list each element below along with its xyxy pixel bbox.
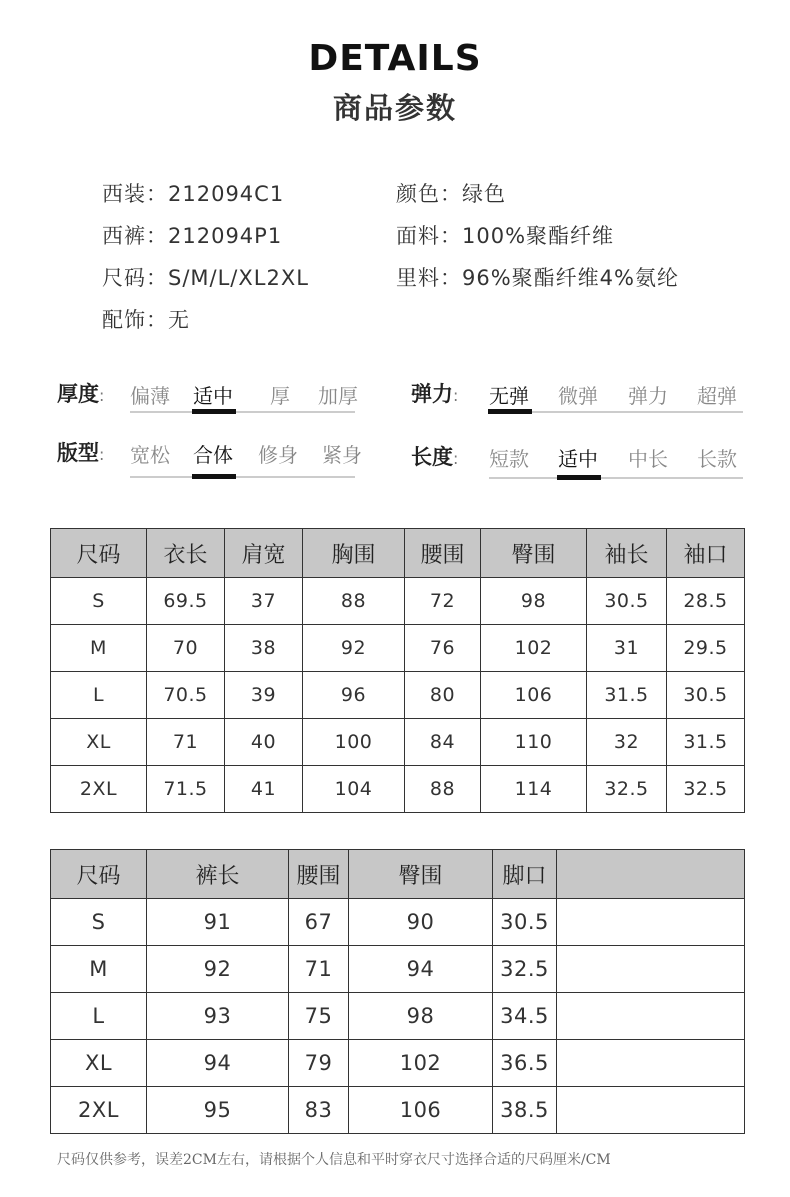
table-cell: 34.5 <box>493 993 557 1040</box>
column-header: 臀围 <box>481 529 587 578</box>
elasticity-option: 超弹 <box>697 384 737 408</box>
table-cell: 94 <box>147 1040 289 1087</box>
table-cell: 79 <box>289 1040 349 1087</box>
color: 颜色：绿色 <box>396 182 506 206</box>
table-cell: 32.5 <box>587 766 667 813</box>
thickness-option: 偏薄 <box>130 384 170 408</box>
table-cell: 114 <box>481 766 587 813</box>
column-header: 腰围 <box>289 850 349 899</box>
elasticity-selected-indicator <box>488 409 532 414</box>
table-cell: 30.5 <box>667 672 745 719</box>
table-row <box>51 578 745 625</box>
table-cell: 40 <box>225 719 303 766</box>
table-cell: XL <box>51 1040 147 1087</box>
fabric: 面料：100%聚酯纤维 <box>396 224 615 248</box>
length-option-selected: 适中 <box>558 447 598 471</box>
column-header: 腰围 <box>405 529 481 578</box>
table-cell: 106 <box>349 1087 493 1134</box>
length-selected-indicator <box>557 475 601 480</box>
column-header: 肩宽 <box>225 529 303 578</box>
fit-option: 紧身 <box>322 443 362 467</box>
thickness-option-selected: 适中 <box>193 384 233 408</box>
table-cell: 38 <box>225 625 303 672</box>
table-cell: 94 <box>349 946 493 993</box>
thickness-selected-indicator <box>192 409 236 414</box>
table-header-row <box>51 850 745 899</box>
table-cell: 102 <box>349 1040 493 1087</box>
table-cell: 92 <box>303 625 405 672</box>
table-cell: M <box>51 946 147 993</box>
fit-label <box>57 437 104 467</box>
table-cell: 36.5 <box>493 1040 557 1087</box>
table-cell: 32.5 <box>667 766 745 813</box>
fit-option-selected: 合体 <box>193 443 233 467</box>
table-cell: 38.5 <box>493 1087 557 1134</box>
table-row <box>51 625 745 672</box>
table-cell: 39 <box>225 672 303 719</box>
table-cell: L <box>51 672 147 719</box>
table-cell: 95 <box>147 1087 289 1134</box>
lining: 里料：96%聚酯纤维4%氨纶 <box>396 266 679 290</box>
table-cell: 92 <box>147 946 289 993</box>
table-cell: 98 <box>481 578 587 625</box>
pants-code: 西裤：212094P1 <box>102 224 283 248</box>
table-cell: 76 <box>405 625 481 672</box>
table-cell: 96 <box>303 672 405 719</box>
jacket-size-table <box>50 528 745 813</box>
table-cell: 2XL <box>51 1087 147 1134</box>
page-title-en: DETAILS <box>308 38 482 79</box>
fit-scale-track <box>130 476 355 478</box>
column-header: 胸围 <box>303 529 405 578</box>
elasticity-label-colon: : <box>453 386 459 405</box>
column-header: 衣长 <box>147 529 225 578</box>
column-header: 尺码 <box>51 850 147 899</box>
table-row <box>51 993 745 1040</box>
fit-selected-indicator <box>192 474 236 479</box>
length-option: 中长 <box>628 447 668 471</box>
table-cell <box>557 1040 745 1087</box>
table-cell: S <box>51 899 147 946</box>
table-row <box>51 719 745 766</box>
table-cell: 71.5 <box>147 766 225 813</box>
table-cell: 31.5 <box>667 719 745 766</box>
column-header: 尺码 <box>51 529 147 578</box>
elasticity-label <box>411 378 458 408</box>
table-cell: 71 <box>147 719 225 766</box>
table-cell: 70.5 <box>147 672 225 719</box>
table-cell: 32.5 <box>493 946 557 993</box>
column-header <box>557 850 745 899</box>
table-cell: 30.5 <box>493 899 557 946</box>
table-cell <box>557 899 745 946</box>
table-cell: 104 <box>303 766 405 813</box>
table-cell: 80 <box>405 672 481 719</box>
size-range: 尺码：S/M/L/XL2XL <box>102 266 309 290</box>
elasticity-option: 弹力 <box>628 384 668 408</box>
table-row <box>51 899 745 946</box>
table-header-row <box>51 529 745 578</box>
table-cell: 98 <box>349 993 493 1040</box>
column-header: 臀围 <box>349 850 493 899</box>
table-cell: 31 <box>587 625 667 672</box>
table-cell <box>557 1087 745 1134</box>
table-cell: 41 <box>225 766 303 813</box>
table-cell: 75 <box>289 993 349 1040</box>
table-cell: 90 <box>349 899 493 946</box>
table-cell: 2XL <box>51 766 147 813</box>
suit-code: 西装：212094C1 <box>102 182 285 206</box>
table-cell: 29.5 <box>667 625 745 672</box>
page-title-cn: 商品参数 <box>332 91 457 125</box>
thickness-label-colon: : <box>99 386 105 405</box>
thickness-scale-track <box>130 411 355 413</box>
table-cell: XL <box>51 719 147 766</box>
length-label-text: 长度 <box>411 445 453 469</box>
table-cell: 70 <box>147 625 225 672</box>
table-cell: 91 <box>147 899 289 946</box>
fit-label-text: 版型 <box>57 441 99 465</box>
fit-label-colon: : <box>99 445 105 464</box>
column-header: 脚口 <box>493 850 557 899</box>
table-row <box>51 672 745 719</box>
table-cell: 100 <box>303 719 405 766</box>
table-cell: 83 <box>289 1087 349 1134</box>
column-header: 袖口 <box>667 529 745 578</box>
table-cell: 106 <box>481 672 587 719</box>
table-cell: 69.5 <box>147 578 225 625</box>
length-label-colon: : <box>453 449 459 468</box>
table-cell: L <box>51 993 147 1040</box>
table-cell: 88 <box>303 578 405 625</box>
table-cell: 88 <box>405 766 481 813</box>
length-label <box>411 441 458 471</box>
thickness-option: 厚 <box>270 384 290 408</box>
fit-option: 宽松 <box>130 443 170 467</box>
table-cell: 93 <box>147 993 289 1040</box>
column-header: 裤长 <box>147 850 289 899</box>
thickness-label-text: 厚度 <box>57 382 99 406</box>
table-row <box>51 1040 745 1087</box>
table-cell: 28.5 <box>667 578 745 625</box>
elasticity-option: 微弹 <box>558 384 598 408</box>
table-cell: 84 <box>405 719 481 766</box>
table-row <box>51 946 745 993</box>
table-cell: 30.5 <box>587 578 667 625</box>
length-scale-track <box>489 477 743 479</box>
table-row <box>51 1087 745 1134</box>
elasticity-option-selected: 无弹 <box>489 384 529 408</box>
pants-size-table <box>50 849 745 1134</box>
table-cell: 71 <box>289 946 349 993</box>
table-cell: 102 <box>481 625 587 672</box>
table-row <box>51 766 745 813</box>
accessory: 配饰：无 <box>102 308 190 332</box>
table-cell: S <box>51 578 147 625</box>
table-cell: M <box>51 625 147 672</box>
length-option: 短款 <box>489 447 529 471</box>
table-cell: 72 <box>405 578 481 625</box>
table-cell: 32 <box>587 719 667 766</box>
table-cell: 110 <box>481 719 587 766</box>
thickness-label <box>57 378 104 408</box>
elasticity-label-text: 弹力 <box>411 382 453 406</box>
fit-option: 修身 <box>258 443 298 467</box>
table-cell <box>557 946 745 993</box>
table-cell: 67 <box>289 899 349 946</box>
column-header: 袖长 <box>587 529 667 578</box>
table-cell: 37 <box>225 578 303 625</box>
length-option: 长款 <box>697 447 737 471</box>
table-cell <box>557 993 745 1040</box>
thickness-option: 加厚 <box>318 384 358 408</box>
size-footnote: 尺码仅供参考，误差2CM左右，请根据个人信息和平时穿衣尺寸选择合适的尺码厘米/CM <box>57 1152 611 1168</box>
table-cell: 31.5 <box>587 672 667 719</box>
